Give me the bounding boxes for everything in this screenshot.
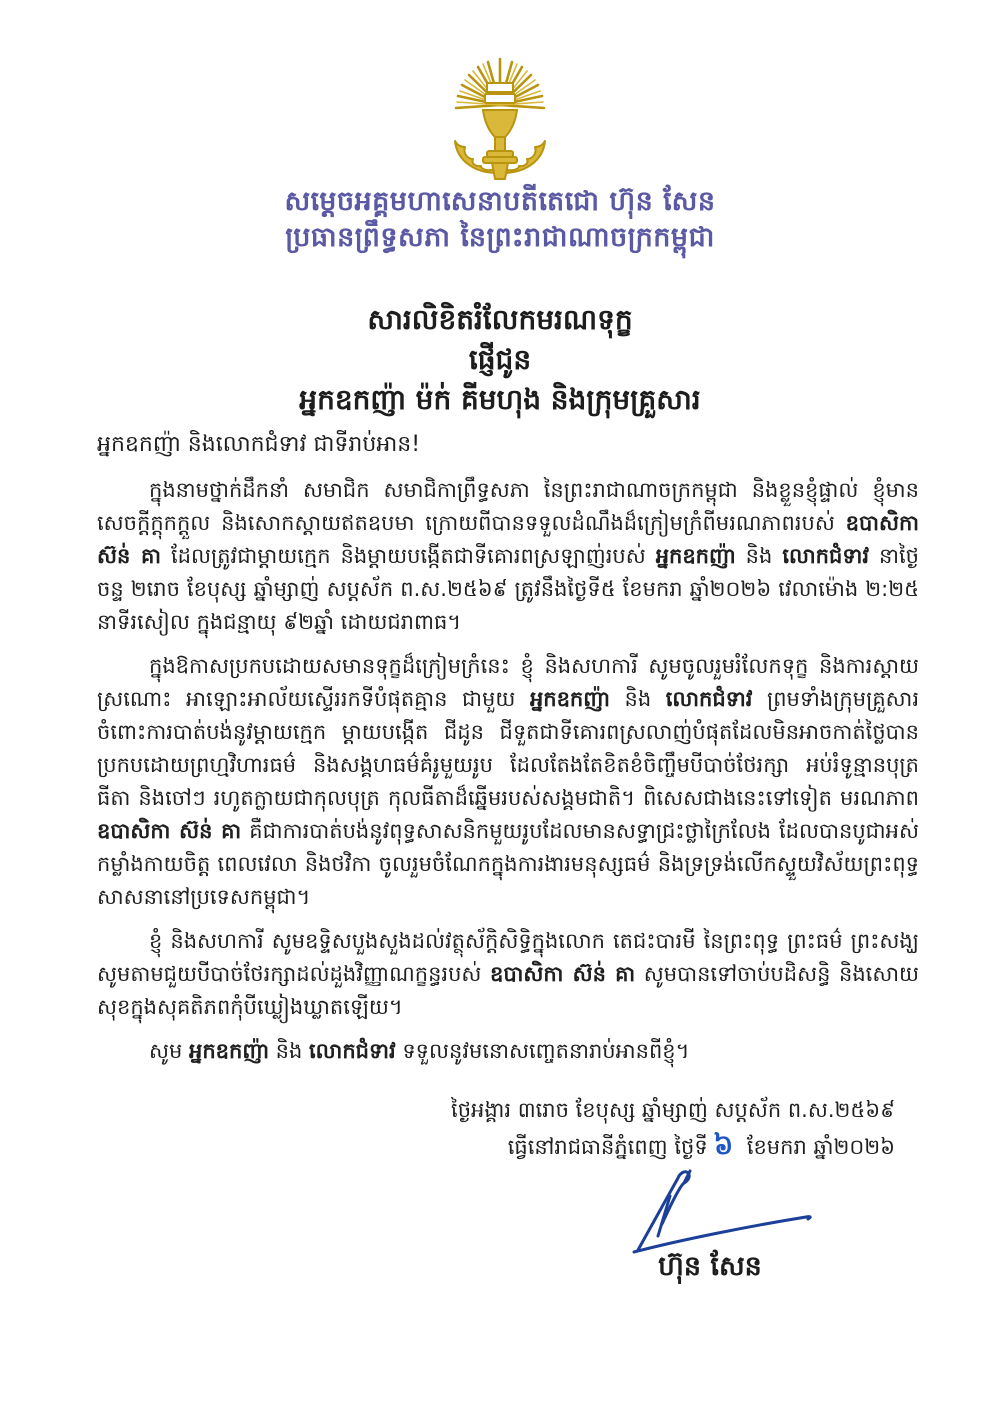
signer-name: ហ៊ុន សែន xyxy=(658,1251,762,1282)
emphasized-name: លោកជំទាវ xyxy=(665,687,753,711)
paragraph-3 xyxy=(97,925,919,1024)
signature xyxy=(600,1162,840,1257)
date-block xyxy=(360,1092,895,1165)
letterhead-line-2: ប្រធានព្រឹទ្ធសភា នៃព្រះរាជាណាចក្រកម្ពុជា xyxy=(285,222,715,253)
date-suffix: ខែមករា ឆ្នាំ២០២៦ xyxy=(746,1135,895,1159)
lunar-date-line: ថ្ងៃអង្គារ ៣រោច ខែបុស្ស ឆ្នាំម្សាញ់ សប្តស័ក ព.ស.២៥៦៩ xyxy=(451,1098,895,1122)
body-run: ខ្ញុំ និងសហការី សូមឧទ្ទិសបួងសួងដល់វត្ថុស័ក្តិសិទ្ធិក្នុងលោក តេជះបារមី នៃព្រះពុទ្ធ ព្រះធម៌ ព្រះសង្ឃ សូមតាមជួយបីបាច់ថែរក្សាដល់ដួងវិញ្ញាណក្ខន្ធរបស់ xyxy=(97,929,919,986)
letterhead-line-1: សម្តេចអគ្គមហាសេនាបតីតេជោ ហ៊ុន សែន xyxy=(284,186,716,217)
letterhead xyxy=(0,184,1000,256)
body-run: ដែលត្រូវជាម្តាយក្មេក និងម្តាយបង្កើតជាទីគោរពស្រឡាញ់របស់ xyxy=(160,544,656,568)
body-run: នាថ្ងៃចន្ទ ២រោច ខែបុស្ស ឆ្នាំម្សាញ់ សប្តស័ក ព.ស.២៥៦៩ ត្រូវនឹងថ្ងៃទី៥ ខែមករា ឆ្នាំ២០២៦ វេលាម៉ោង ២:២៥ នាទីរសៀល ក្នុងជន្មាយុ ៩២ឆ្នាំ ដោយជរាពាធ។ xyxy=(97,544,919,634)
closing-line xyxy=(97,1035,919,1068)
place-date-line xyxy=(360,1128,895,1165)
body-run: សូមបានទៅចាប់បដិសន្ធិ និងសោយសុខក្នុងសុគតិភពកុំបីឃ្លៀងឃ្លាតឡើយ។ xyxy=(97,962,919,1019)
body-run: ក្នុងឱកាសប្រកបដោយសមានទុក្ខដ៏ក្រៀមក្រំនេះ ខ្ញុំ និងសហការី សូមចូលរួមរំលែកទុក្ខ និងការស្តាយស្រណោះ អាឡោះអាល័យស្ទើររកទីបំផុតគ្មាន ជាមួយ xyxy=(97,654,919,711)
emphasized-name: អ្នកឧកញ៉ា xyxy=(189,1039,269,1063)
body-run: ក្នុងនាមថ្នាក់ដឹកនាំ សមាជិក សមាជិកាព្រឹទ្ធសភា នៃព្រះរាជាណាចក្រកម្ពុជា និងខ្លួនខ្ញុំផ្ទាល់ ខ្ញុំមានសេចក្តីក្តុកក្តួល និងសោកស្តាយឥតឧបមា ក្រោយពីបានទទួលដំណឹងដ៏ក្រៀមក្រំពីមរណភាពរបស់ xyxy=(97,478,919,535)
handwritten-day-numeral: ៦ xyxy=(712,1129,734,1162)
title-line-3: អ្នកឧកញ៉ា ម៉ក់ គីមហុង និងក្រុមគ្រួសារ xyxy=(299,383,701,416)
emphasized-name: លោកជំទាវ xyxy=(309,1039,396,1063)
emphasized-name: អ្នកឧកញ៉ា xyxy=(529,687,610,711)
date-prefix: ធ្វើនៅរាជធានីភ្នំពេញ ថ្ងៃទី xyxy=(507,1135,708,1159)
royal-emblem xyxy=(0,55,1000,183)
salutation: អ្នកឧកញ៉ា និងលោកជំទាវ ជាទីរាប់អាន! xyxy=(97,432,421,457)
letter-title xyxy=(0,300,1000,420)
paragraph-2 xyxy=(97,650,919,914)
royal-emblem-icon xyxy=(435,55,565,183)
body-run: និង xyxy=(735,544,783,568)
signature-ink-icon xyxy=(600,1162,840,1257)
emphasized-name: អ្នកឧកញ៉ា xyxy=(655,544,736,568)
body-run: ទទួលនូវមនោសញ្ចេតនារាប់អានពីខ្ញុំ។ xyxy=(395,1039,690,1063)
emphasized-name: ឧបាសិកា ស៊ន់ គា xyxy=(97,511,919,568)
title-line-2: ផ្ញើជូន xyxy=(468,343,532,376)
body-run: គឺជាការបាត់បង់នូវពុទ្ធសាសនិកមួយរូបដែលមានសទ្ធាជ្រះថ្លាក្រៃលែង ដែលបានបូជាអស់កម្លាំងកាយចិត្ត ពេលវេលា និងថវិកា ចូលរួមចំណែកក្នុងការងារមនុស្សធម៌ និងទ្រទ្រង់លើកស្ទួយវិស័យព្រះពុទ្ធសាសនានៅប្រទេសកម្ពុជា។ xyxy=(97,819,919,909)
paragraph-1 xyxy=(97,474,919,639)
body-run: ព្រមទាំងក្រុមគ្រួសារ ចំពោះការបាត់បង់នូវម្តាយក្មេក ម្តាយបង្កើត ជីដូន ជីទួតជាទីគោរពស្រលាញ់បំផុតដែលមិនអាចកាត់ថ្លៃបានប្រកបដោយព្រហ្មវិហារធម៌ និងសង្គហធម៌គំរូមួយរូប ដែលតែងតែខិតខំចិញ្ចឹមបីបាច់ថែរក្សា អប់រំទូន្មានបុត្រធីតា និងចៅៗ រហូតក្លាយជាកុលបុត្រ កុលធីតាដ៏ឆ្នើមរបស់សង្គមជាតិ។ ពិសេសជាងនេះទៅទៀត មរណភាព xyxy=(97,687,920,810)
letter-body xyxy=(97,474,919,1079)
emphasized-name: ឧបាសិកា ស៊ន់ គា xyxy=(97,819,242,843)
body-run: និង xyxy=(269,1039,310,1063)
emphasized-name: ឧបាសិកា ស៊ន់ គា xyxy=(490,962,636,986)
body-run: សូម xyxy=(149,1039,190,1063)
emphasized-name: លោកជំទាវ xyxy=(782,544,869,568)
body-run: និង xyxy=(609,687,666,711)
title-line-1: សារលិខិតរំលែកមរណទុក្ខ xyxy=(367,303,633,336)
